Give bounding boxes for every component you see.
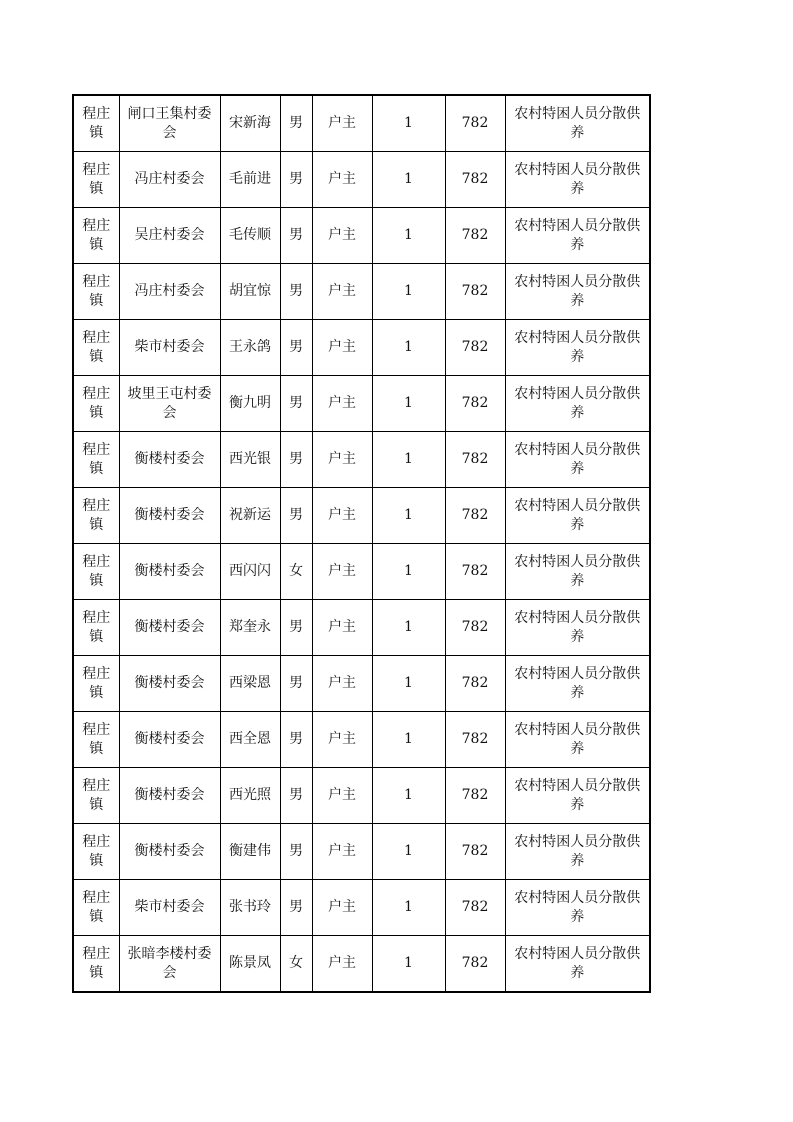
support-type-cell: 农村特困人员分散供养 bbox=[505, 824, 650, 880]
relation-cell: 户主 bbox=[312, 768, 372, 824]
name-cell: 西全恩 bbox=[220, 712, 280, 768]
amount-cell: 782 bbox=[445, 320, 505, 376]
table-row bbox=[73, 656, 650, 712]
village-cell: 冯庄村委会 bbox=[119, 264, 220, 320]
relation-cell: 户主 bbox=[312, 152, 372, 208]
count-cell: 1 bbox=[372, 880, 445, 936]
name-cell: 胡宜惊 bbox=[220, 264, 280, 320]
table-row bbox=[73, 152, 650, 208]
support-type-cell: 农村特困人员分散供养 bbox=[505, 936, 650, 993]
sex-cell: 男 bbox=[280, 432, 312, 488]
table-row bbox=[73, 432, 650, 488]
sex-cell: 男 bbox=[280, 656, 312, 712]
amount-cell: 782 bbox=[445, 712, 505, 768]
village-cell: 冯庄村委会 bbox=[119, 152, 220, 208]
table-row bbox=[73, 264, 650, 320]
support-type-cell: 农村特困人员分散供养 bbox=[505, 880, 650, 936]
count-cell: 1 bbox=[372, 432, 445, 488]
count-cell: 1 bbox=[372, 95, 445, 152]
village-cell: 吴庄村委会 bbox=[119, 208, 220, 264]
sex-cell: 男 bbox=[280, 880, 312, 936]
name-cell: 宋新海 bbox=[220, 95, 280, 152]
town-cell: 程庄镇 bbox=[73, 544, 119, 600]
count-cell: 1 bbox=[372, 936, 445, 993]
relation-cell: 户主 bbox=[312, 376, 372, 432]
relation-cell: 户主 bbox=[312, 488, 372, 544]
village-cell: 张暗李楼村委会 bbox=[119, 936, 220, 993]
relation-cell: 户主 bbox=[312, 264, 372, 320]
support-type-cell: 农村特困人员分散供养 bbox=[505, 95, 650, 152]
name-cell: 王永鸽 bbox=[220, 320, 280, 376]
count-cell: 1 bbox=[372, 320, 445, 376]
count-cell: 1 bbox=[372, 712, 445, 768]
village-cell: 衡楼村委会 bbox=[119, 712, 220, 768]
support-type-cell: 农村特困人员分散供养 bbox=[505, 208, 650, 264]
amount-cell: 782 bbox=[445, 880, 505, 936]
name-cell: 毛传顺 bbox=[220, 208, 280, 264]
amount-cell: 782 bbox=[445, 600, 505, 656]
town-cell: 程庄镇 bbox=[73, 880, 119, 936]
table-row bbox=[73, 208, 650, 264]
amount-cell: 782 bbox=[445, 936, 505, 993]
count-cell: 1 bbox=[372, 264, 445, 320]
count-cell: 1 bbox=[372, 600, 445, 656]
sex-cell: 男 bbox=[280, 320, 312, 376]
relation-cell: 户主 bbox=[312, 656, 372, 712]
amount-cell: 782 bbox=[445, 208, 505, 264]
sex-cell: 男 bbox=[280, 488, 312, 544]
sex-cell: 女 bbox=[280, 936, 312, 993]
amount-cell: 782 bbox=[445, 544, 505, 600]
town-cell: 程庄镇 bbox=[73, 656, 119, 712]
sex-cell: 男 bbox=[280, 264, 312, 320]
amount-cell: 782 bbox=[445, 488, 505, 544]
table-row bbox=[73, 488, 650, 544]
count-cell: 1 bbox=[372, 656, 445, 712]
support-type-cell: 农村特困人员分散供养 bbox=[505, 488, 650, 544]
village-cell: 衡楼村委会 bbox=[119, 432, 220, 488]
relation-cell: 户主 bbox=[312, 432, 372, 488]
table-row bbox=[73, 600, 650, 656]
name-cell: 毛前进 bbox=[220, 152, 280, 208]
amount-cell: 782 bbox=[445, 152, 505, 208]
sex-cell: 男 bbox=[280, 376, 312, 432]
sex-cell: 男 bbox=[280, 95, 312, 152]
amount-cell: 782 bbox=[445, 824, 505, 880]
relation-cell: 户主 bbox=[312, 320, 372, 376]
support-type-cell: 农村特困人员分散供养 bbox=[505, 544, 650, 600]
relation-cell: 户主 bbox=[312, 936, 372, 993]
sex-cell: 男 bbox=[280, 152, 312, 208]
village-cell: 衡楼村委会 bbox=[119, 824, 220, 880]
table-row bbox=[73, 936, 650, 993]
support-type-cell: 农村特困人员分散供养 bbox=[505, 656, 650, 712]
amount-cell: 782 bbox=[445, 656, 505, 712]
town-cell: 程庄镇 bbox=[73, 320, 119, 376]
relation-cell: 户主 bbox=[312, 544, 372, 600]
table-row bbox=[73, 376, 650, 432]
village-cell: 衡楼村委会 bbox=[119, 656, 220, 712]
relation-cell: 户主 bbox=[312, 600, 372, 656]
amount-cell: 782 bbox=[445, 376, 505, 432]
amount-cell: 782 bbox=[445, 95, 505, 152]
town-cell: 程庄镇 bbox=[73, 824, 119, 880]
count-cell: 1 bbox=[372, 208, 445, 264]
relation-cell: 户主 bbox=[312, 208, 372, 264]
table-row bbox=[73, 95, 650, 152]
name-cell: 西光照 bbox=[220, 768, 280, 824]
name-cell: 祝新运 bbox=[220, 488, 280, 544]
town-cell: 程庄镇 bbox=[73, 208, 119, 264]
table-row bbox=[73, 320, 650, 376]
count-cell: 1 bbox=[372, 376, 445, 432]
relation-cell: 户主 bbox=[312, 712, 372, 768]
amount-cell: 782 bbox=[445, 432, 505, 488]
village-cell: 衡楼村委会 bbox=[119, 488, 220, 544]
relation-cell: 户主 bbox=[312, 880, 372, 936]
support-type-cell: 农村特困人员分散供养 bbox=[505, 376, 650, 432]
name-cell: 陈景凤 bbox=[220, 936, 280, 993]
roster-table bbox=[72, 94, 651, 993]
table-row bbox=[73, 768, 650, 824]
table-row bbox=[73, 712, 650, 768]
count-cell: 1 bbox=[372, 488, 445, 544]
count-cell: 1 bbox=[372, 768, 445, 824]
village-cell: 柴市村委会 bbox=[119, 320, 220, 376]
sex-cell: 男 bbox=[280, 768, 312, 824]
town-cell: 程庄镇 bbox=[73, 936, 119, 993]
relation-cell: 户主 bbox=[312, 95, 372, 152]
town-cell: 程庄镇 bbox=[73, 264, 119, 320]
relation-cell: 户主 bbox=[312, 824, 372, 880]
town-cell: 程庄镇 bbox=[73, 600, 119, 656]
village-cell: 衡楼村委会 bbox=[119, 600, 220, 656]
count-cell: 1 bbox=[372, 152, 445, 208]
sex-cell: 男 bbox=[280, 712, 312, 768]
support-type-cell: 农村特困人员分散供养 bbox=[505, 320, 650, 376]
village-cell: 闸口王集村委会 bbox=[119, 95, 220, 152]
count-cell: 1 bbox=[372, 544, 445, 600]
name-cell: 衡九明 bbox=[220, 376, 280, 432]
name-cell: 衡建伟 bbox=[220, 824, 280, 880]
support-type-cell: 农村特困人员分散供养 bbox=[505, 264, 650, 320]
support-type-cell: 农村特困人员分散供养 bbox=[505, 600, 650, 656]
town-cell: 程庄镇 bbox=[73, 768, 119, 824]
table-row bbox=[73, 544, 650, 600]
table-row bbox=[73, 824, 650, 880]
village-cell: 坡里王屯村委会 bbox=[119, 376, 220, 432]
town-cell: 程庄镇 bbox=[73, 432, 119, 488]
town-cell: 程庄镇 bbox=[73, 376, 119, 432]
town-cell: 程庄镇 bbox=[73, 488, 119, 544]
amount-cell: 782 bbox=[445, 264, 505, 320]
town-cell: 程庄镇 bbox=[73, 712, 119, 768]
support-type-cell: 农村特困人员分散供养 bbox=[505, 712, 650, 768]
support-type-cell: 农村特困人员分散供养 bbox=[505, 768, 650, 824]
name-cell: 西光银 bbox=[220, 432, 280, 488]
name-cell: 张书玲 bbox=[220, 880, 280, 936]
sex-cell: 男 bbox=[280, 208, 312, 264]
village-cell: 衡楼村委会 bbox=[119, 768, 220, 824]
town-cell: 程庄镇 bbox=[73, 95, 119, 152]
village-cell: 柴市村委会 bbox=[119, 880, 220, 936]
name-cell: 西梁恩 bbox=[220, 656, 280, 712]
roster-body bbox=[73, 95, 650, 992]
sex-cell: 男 bbox=[280, 824, 312, 880]
sex-cell: 女 bbox=[280, 544, 312, 600]
sex-cell: 男 bbox=[280, 600, 312, 656]
village-cell: 衡楼村委会 bbox=[119, 544, 220, 600]
amount-cell: 782 bbox=[445, 768, 505, 824]
support-type-cell: 农村特困人员分散供养 bbox=[505, 152, 650, 208]
town-cell: 程庄镇 bbox=[73, 152, 119, 208]
name-cell: 西闪闪 bbox=[220, 544, 280, 600]
name-cell: 郑奎永 bbox=[220, 600, 280, 656]
count-cell: 1 bbox=[372, 824, 445, 880]
table-row bbox=[73, 880, 650, 936]
support-type-cell: 农村特困人员分散供养 bbox=[505, 432, 650, 488]
